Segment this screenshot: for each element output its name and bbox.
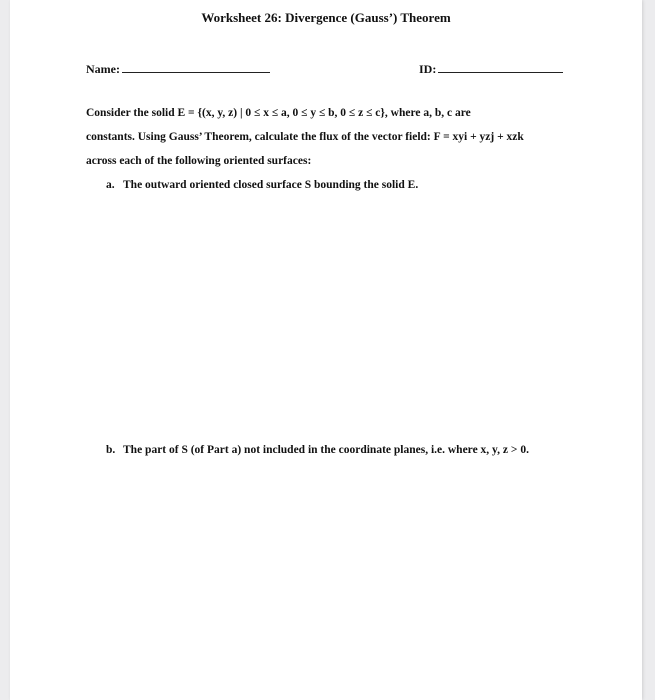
name-label: Name: — [86, 62, 120, 76]
part-b — [106, 444, 529, 456]
worksheet-title: Worksheet 26: Divergence (Gauss’) Theorem — [201, 10, 451, 25]
problem-statement — [86, 101, 586, 173]
name-field — [86, 61, 270, 77]
part-b-text: The part of S (of Part a) not included in the coordinate planes, i.e. where x, y, z > 0. — [123, 444, 529, 456]
part-a-label: a. — [106, 179, 115, 191]
problem-line-2: constants. Using Gauss’ Theorem, calculate the flux of the vector field: F = xyi + yzj + xzk — [86, 131, 524, 143]
id-blank-line[interactable] — [438, 61, 563, 73]
part-b-label: b. — [106, 444, 116, 456]
name-blank-line[interactable] — [122, 61, 270, 73]
id-label: ID: — [419, 62, 437, 76]
part-a — [106, 179, 418, 191]
part-a-text: The outward oriented closed surface S bounding the solid E. — [123, 179, 419, 191]
worksheet-page — [10, 0, 642, 700]
problem-line-1: Consider the solid E = {(x, y, z) | 0 ≤ x ≤ a, 0 ≤ y ≤ b, 0 ≤ z ≤ c}, where a, b, c are — [86, 107, 471, 119]
id-field — [419, 61, 563, 77]
problem-line-3: across each of the following oriented surfaces: — [86, 155, 312, 167]
